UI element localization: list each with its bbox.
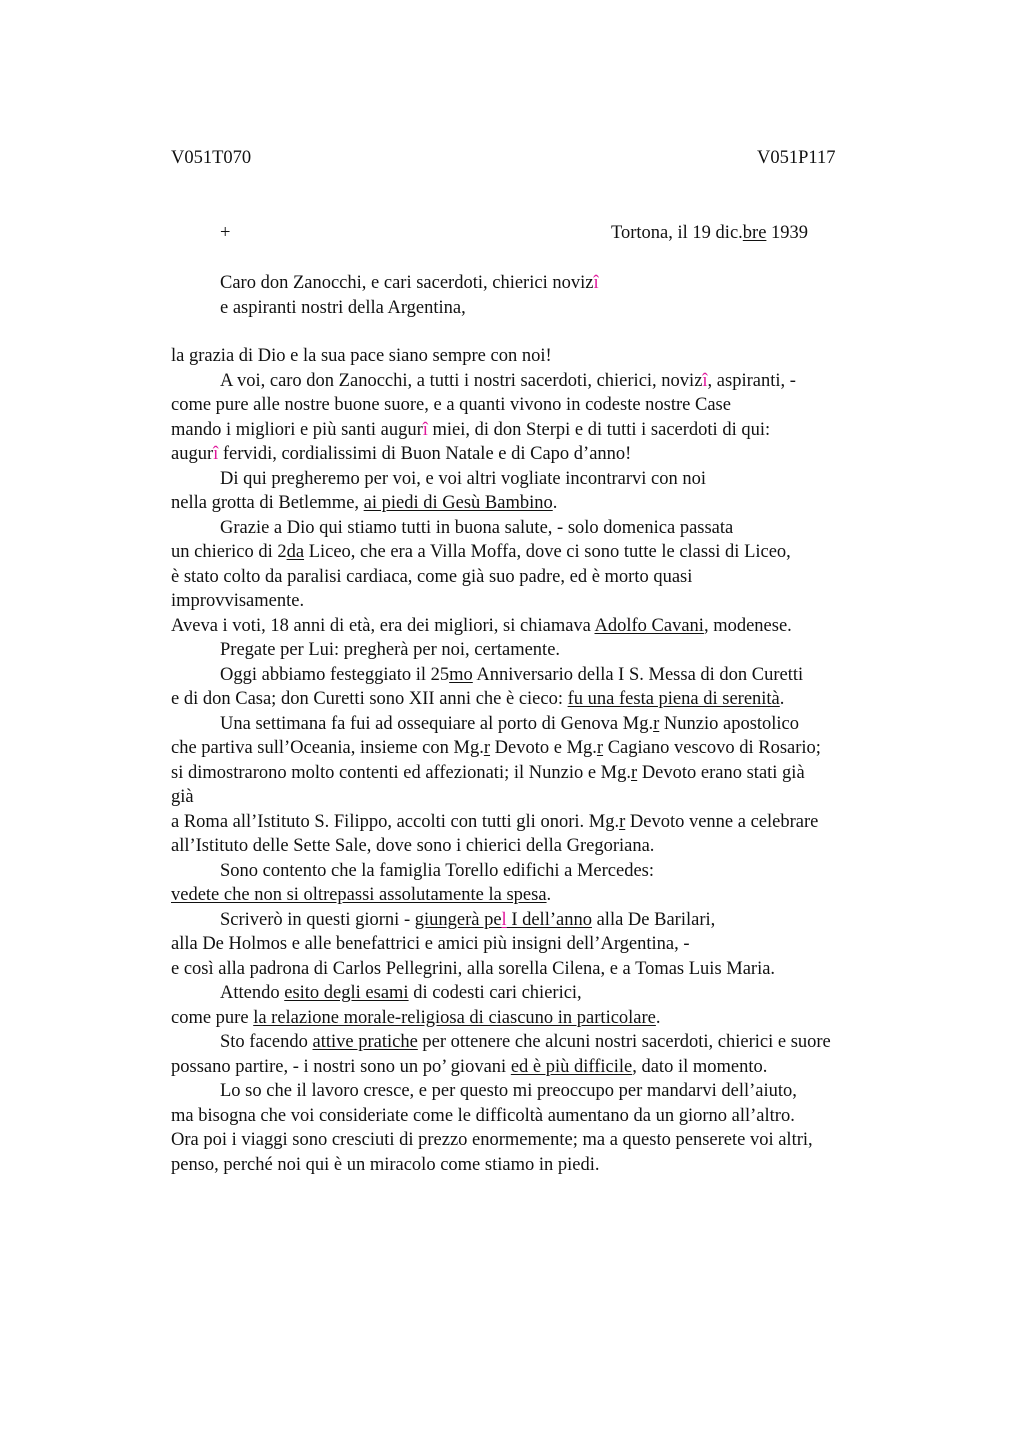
text: possano partire, - i nostri sono un po’ giovani [171,1056,511,1077]
underlined-text: esito degli esami [284,983,409,1003]
text: Sto facendo [220,1032,313,1052]
text: miei, di don Sterpi e di tutti i sacerdoti di qui: [427,419,771,440]
body-line: e così alla padrona di Carlos Pellegrini, alla sorella Cilena, e a Tomas Luis Maria. [171,958,776,979]
underlined-text: r [653,713,660,734]
body-line: già [171,787,194,807]
body-line [171,540,931,565]
text: . [546,885,552,905]
text: , aspiranti, - [707,370,796,391]
text: Oggi abbiamo festeggiato il 25 [220,664,450,685]
text: A voi, caro don Zanocchi, a tutti i nostri sacerdoti, chierici, noviz [220,370,703,391]
underlined-text: r [631,762,638,783]
text: augur [171,444,214,464]
body-line: improvvisamente. [171,591,305,611]
text: , modenese. [703,615,792,636]
body-line: è stato colto da paralisi cardiaca, come già suo padre, ed è morto quasi [171,566,693,587]
underlined-text: ai piedi di Gesù Bambino [363,493,553,513]
text: Aveva i voti, 18 anni di età, era dei migliori, si chiamava [171,615,595,636]
underlined-text: fu una festa piena di serenità [567,689,780,709]
underlined-text: I dell’anno [506,909,592,930]
salutation [220,271,599,320]
body-line: all’Istituto delle Sette Sale, dove sono i chierici della Gregoriana. [171,836,655,856]
salutation-text: Caro don Zanocchi, e cari sacerdoti, chierici noviz [220,273,594,293]
editor-mark: î [422,419,428,440]
text: a Roma all’Istituto S. Filippo, accolti con tutti gli onori. Mg. [171,811,620,832]
body-line [171,908,931,933]
text: nella grotta di Betlemme, [171,493,364,513]
salutation-line: e aspiranti nostri della Argentina, [220,297,466,318]
underlined-text: r [596,738,604,758]
text: si dimostrarono molto contenti ed affezionati; il Nunzio e Mg. [171,762,632,783]
underlined-text: vedete che non si oltrepassi assolutamente la spesa [171,885,547,905]
body-line [171,883,931,908]
salutation-line [220,271,599,296]
body-line: Di qui pregheremo per voi, e voi altri vogliate incontrarvi con noi [220,468,706,489]
text: Una settimana fa fui ad ossequiare al porto di Genova Mg. [220,713,654,734]
text: Liceo, che era a Villa Moffa, dove ci sono tutte le classi di Liceo, [304,542,791,562]
body-line: la grazia di Dio e la sua pace siano sempre con noi! [171,346,552,366]
text: che partiva sull’Oceania, insieme con Mg. [171,738,484,758]
text: di codesti cari chierici, [408,983,582,1003]
document-code-right: V051P117 [757,148,836,168]
body-line [171,663,931,688]
text: Scriverò in questi giorni - [220,909,415,930]
text: fervidi, cordialissimi di Buon Natale e di Capo d’anno! [218,444,632,464]
body-line: Lo so che il lavoro cresce, e per questo mi preoccupo per mandarvi dell’aiuto, [220,1081,797,1101]
editor-mark: î [213,444,219,464]
body-line [171,810,931,835]
body-line [171,687,931,712]
body-line [171,736,931,761]
dateline-month-abbrev: bre [742,223,767,243]
body-line: come pure alle nostre buone suore, e a quanti vivono in codeste nostre Case [171,395,731,415]
body-line: ma bisogna che voi consideriate come le difficoltà aumentano da un giorno all’altro. [171,1105,795,1126]
text: Attendo [220,983,285,1003]
body-line [171,442,931,467]
text: Devoto erano stati già [637,762,805,783]
underlined-text: r [483,738,491,758]
text: e di don Casa; don Curetti sono XII anni che è cieco: [171,689,568,709]
underlined-text: la relazione morale-religiosa di ciascuno in particolare [253,1007,656,1028]
body-line: penso, perché noi qui è un miracolo come stiamo in piedi. [171,1154,600,1175]
text: . [779,689,785,709]
cross-symbol: + [220,223,231,243]
text: . [552,493,558,513]
text: mando i migliori e più santi augur [171,419,423,440]
body-line [171,614,931,639]
text: Devoto e Mg. [490,738,597,758]
text: alla De Barilari, [591,909,716,930]
body-line [171,1055,931,1080]
text: Devoto venne a celebrare [625,811,819,832]
editor-mark: î [702,370,708,391]
underlined-text: Adolfo Cavani [594,615,704,636]
underlined-text: attive pratiche [312,1032,418,1052]
body-line [171,369,931,394]
text: . [655,1007,661,1028]
text: Anniversario della I S. Messa di don Curetti [472,664,804,685]
underlined-text: da [286,542,305,562]
underlined-text: giungerà pe [414,909,502,930]
body-line: alla De Holmos e alle benefattrici e amici più insigni dell’Argentina, - [171,934,690,954]
body-line [171,761,931,786]
underlined-text: ed è più difficile [510,1056,633,1077]
text: , dato il momento. [632,1056,768,1077]
text: per ottenere che alcuni nostri sacerdoti, chierici e suore [417,1032,831,1052]
body-line: Pregate per Lui: pregherà per noi, certamente. [220,640,561,660]
text: Cagiano vescovo di Rosario; [603,738,821,758]
body-line [171,491,931,516]
document-code-left: V051T070 [171,148,252,168]
body-line [171,1030,931,1055]
editor-mark: î [593,273,599,293]
letter-body [171,344,931,1177]
editor-mark: l [501,909,507,930]
body-line [171,1006,931,1031]
dateline-prefix: Tortona, il 19 dic. [611,223,743,243]
underlined-text: r [619,811,626,832]
body-line [171,981,931,1006]
text: un chierico di 2 [171,542,287,562]
dateline-year: 1939 [766,223,809,243]
body-line [171,418,931,443]
body-line [171,712,931,737]
dateline [611,223,808,244]
body-line: Grazie a Dio qui stiamo tutti in buona salute, - solo domenica passata [220,517,734,538]
body-line: Sono contento che la famiglia Torello edifichi a Mercedes: [220,860,654,881]
body-line: Ora poi i viaggi sono cresciuti di prezzo enormemente; ma a questo penserete voi altri, [171,1130,813,1150]
underlined-text: mo [449,664,473,685]
text: Nunzio apostolico [659,713,800,734]
text: come pure [171,1007,254,1028]
